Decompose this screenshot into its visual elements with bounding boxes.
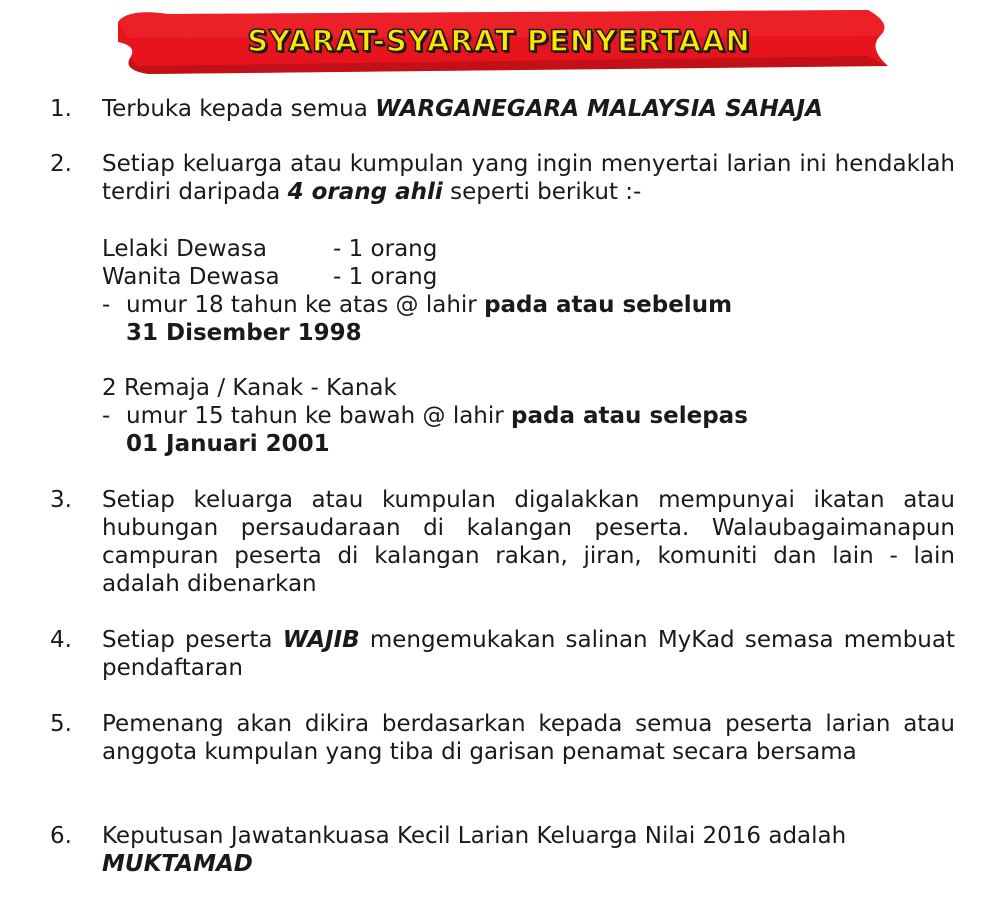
item-text-part: Terbuka kepada semua	[102, 96, 376, 122]
item-text-part: seperti berikut :-	[442, 179, 642, 205]
item-number: 1.	[50, 96, 72, 122]
female-count: - 1 orang	[333, 264, 438, 290]
page-title: SYARAT-SYARAT PENYERTAAN	[247, 24, 751, 58]
item-number: 3.	[50, 487, 72, 513]
item-text: Setiap keluarga atau kumpulan digalakkan mempunyai ikatan atau hubungan persaudaraan di kalangan peserta. Walaubagaimanapun campuran peserta di kalangan rakan, jiran, komuniti dan lain - lain adalah dibenarkan	[102, 487, 955, 597]
male-label: Lelaki Dewasa	[102, 236, 267, 262]
item-number: 5.	[50, 711, 72, 737]
item-text	[102, 95, 955, 123]
item-emphasis: 4 orang ahli	[287, 179, 443, 205]
female-label: Wanita Dewasa	[102, 264, 280, 290]
item-text-part: Setiap peserta	[102, 627, 283, 653]
item-text-part: Keputusan Jawatankuasa Kecil Larian Keluarga Nilai 2016 adalah	[102, 823, 847, 849]
item-text: Pemenang akan dikira berdasarkan kepada semua peserta larian atau anggota kumpulan yang tiba di garisan penamat secara bersama	[102, 711, 955, 765]
rule-emphasis: pada atau sebelum	[484, 292, 733, 318]
item-emphasis: MUKTAMAD	[102, 851, 253, 877]
item-number: 2.	[50, 151, 72, 177]
youth-label: 2 Remaja / Kanak - Kanak	[102, 375, 397, 401]
adult-birth-date: 31 Disember 1998	[126, 320, 362, 346]
rule-dash: -	[102, 292, 111, 318]
item-text	[102, 150, 955, 206]
rule-text: umur 15 tahun ke bawah @ lahir	[126, 403, 512, 429]
item-number: 6.	[50, 823, 72, 849]
youth-age-rule	[102, 402, 822, 430]
rule-emphasis: pada atau selepas	[511, 403, 748, 429]
item-text-part: mengemukakan salinan MyKad semasa membuat pendaftaran	[102, 627, 955, 681]
item-text	[102, 822, 955, 878]
adult-age-rule	[102, 291, 822, 319]
item-emphasis: WARGANEGARA MALAYSIA SAHAJA	[375, 96, 823, 122]
title-banner	[108, 6, 898, 76]
youth-birth-date: 01 Januari 2001	[126, 431, 330, 457]
item-emphasis: WAJIB	[282, 627, 360, 653]
item-text-part: Setiap keluarga atau kumpulan yang ingin menyertai larian ini hendaklah terdiri daripada	[102, 151, 955, 205]
male-count: - 1 orang	[333, 236, 438, 262]
rule-dash: -	[102, 403, 111, 429]
rule-text: umur 18 tahun ke atas @ lahir	[126, 292, 485, 318]
item-number: 4.	[50, 627, 72, 653]
item-text	[102, 626, 955, 682]
